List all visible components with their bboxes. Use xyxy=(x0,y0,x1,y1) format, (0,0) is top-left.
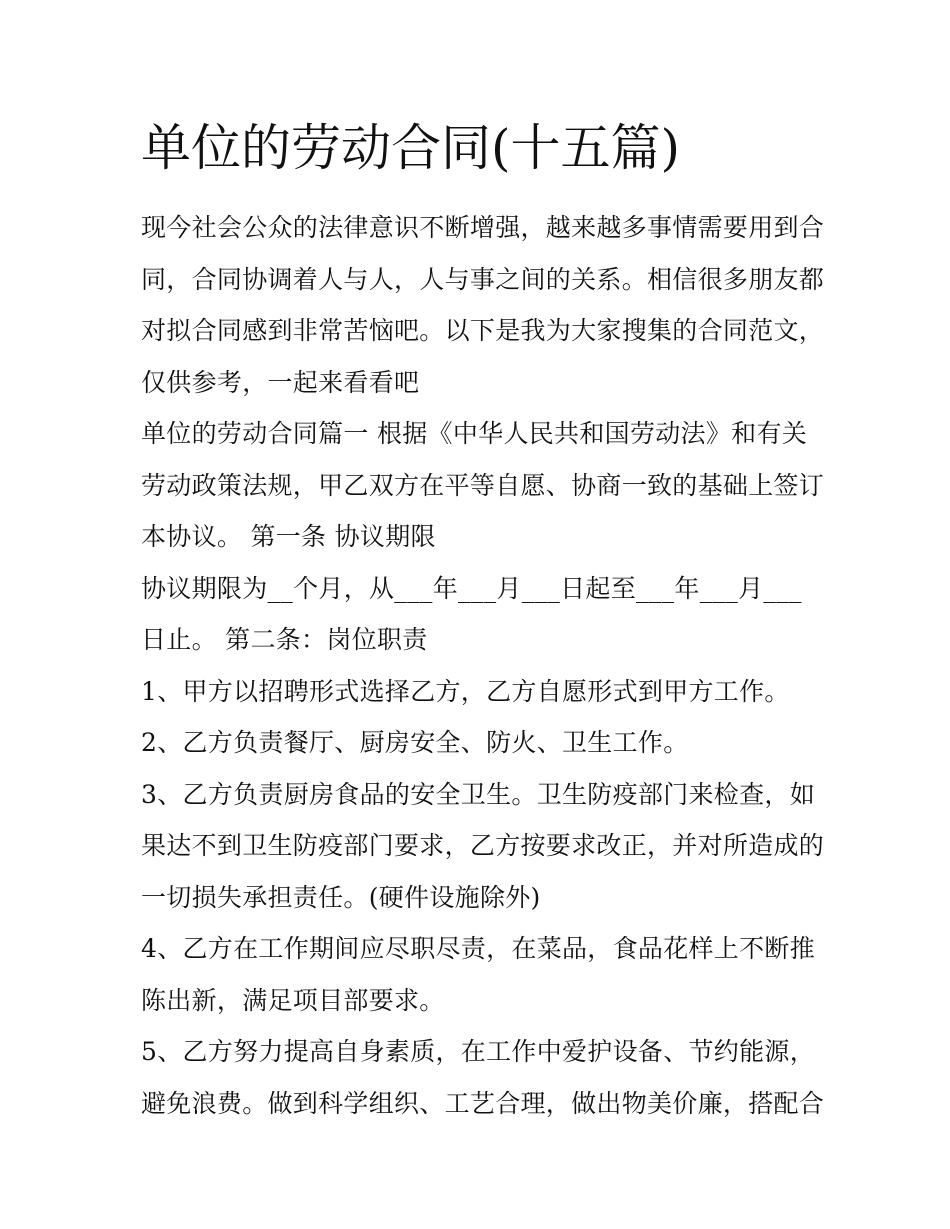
body-line: 单位的劳动合同篇一 根据《中华人民共和国劳动法》和有关 xyxy=(141,419,808,448)
body-line: 5、乙方努力提高自身素质，在工作中爱护设备、节约能源， xyxy=(141,1037,816,1066)
body-line: 本协议。 第一条 协议期限 xyxy=(141,522,436,551)
body-line: 协议期限为__个月，从___年___月___日起至___年___月___ xyxy=(141,573,802,603)
document-page xyxy=(141,112,825,1129)
body-line: 日止。 第二条：岗位职责 xyxy=(141,625,428,654)
body-line: 仅供参考，一起来看看吧 xyxy=(141,367,420,397)
body-line: 2、乙方负责餐厅、厨房安全、防火、卫生工作。 xyxy=(141,728,689,757)
body-line: 3、乙方负责厨房食品的安全卫生。卫生防疫部门来检查，如 xyxy=(141,779,816,809)
document-title: 单位的劳动合同(十五篇) xyxy=(141,119,681,177)
body-line: 一切损失承担责任。(硬件设施除外) xyxy=(141,882,541,912)
body-line: 对拟合同感到非常苦恼吧。以下是我为大家搜集的合同范文， xyxy=(141,316,825,345)
document-body xyxy=(141,202,825,1129)
body-line: 4、乙方在工作期间应尽职尽责，在菜品，食品花样上不断推 xyxy=(141,934,816,963)
body-line: 同，合同协调着人与人，人与事之间的关系。相信很多朋友都 xyxy=(141,264,825,294)
body-line: 劳动政策法规，甲乙双方在平等自愿、协商一致的基础上签订 xyxy=(141,470,825,500)
body-line: 果达不到卫生防疫部门要求，乙方按要求改正，并对所造成的 xyxy=(141,831,825,860)
body-line: 陈出新，满足项目部要求。 xyxy=(141,985,445,1015)
body-line: 现今社会公众的法律意识不断增强，越来越多事情需要用到合 xyxy=(141,213,825,242)
body-line: 避免浪费。做到科学组织、工艺合理，做出物美价廉，搭配合 xyxy=(141,1088,825,1118)
body-line: 1、甲方以招聘形式选择乙方，乙方自愿形式到甲方工作。 xyxy=(141,676,790,706)
